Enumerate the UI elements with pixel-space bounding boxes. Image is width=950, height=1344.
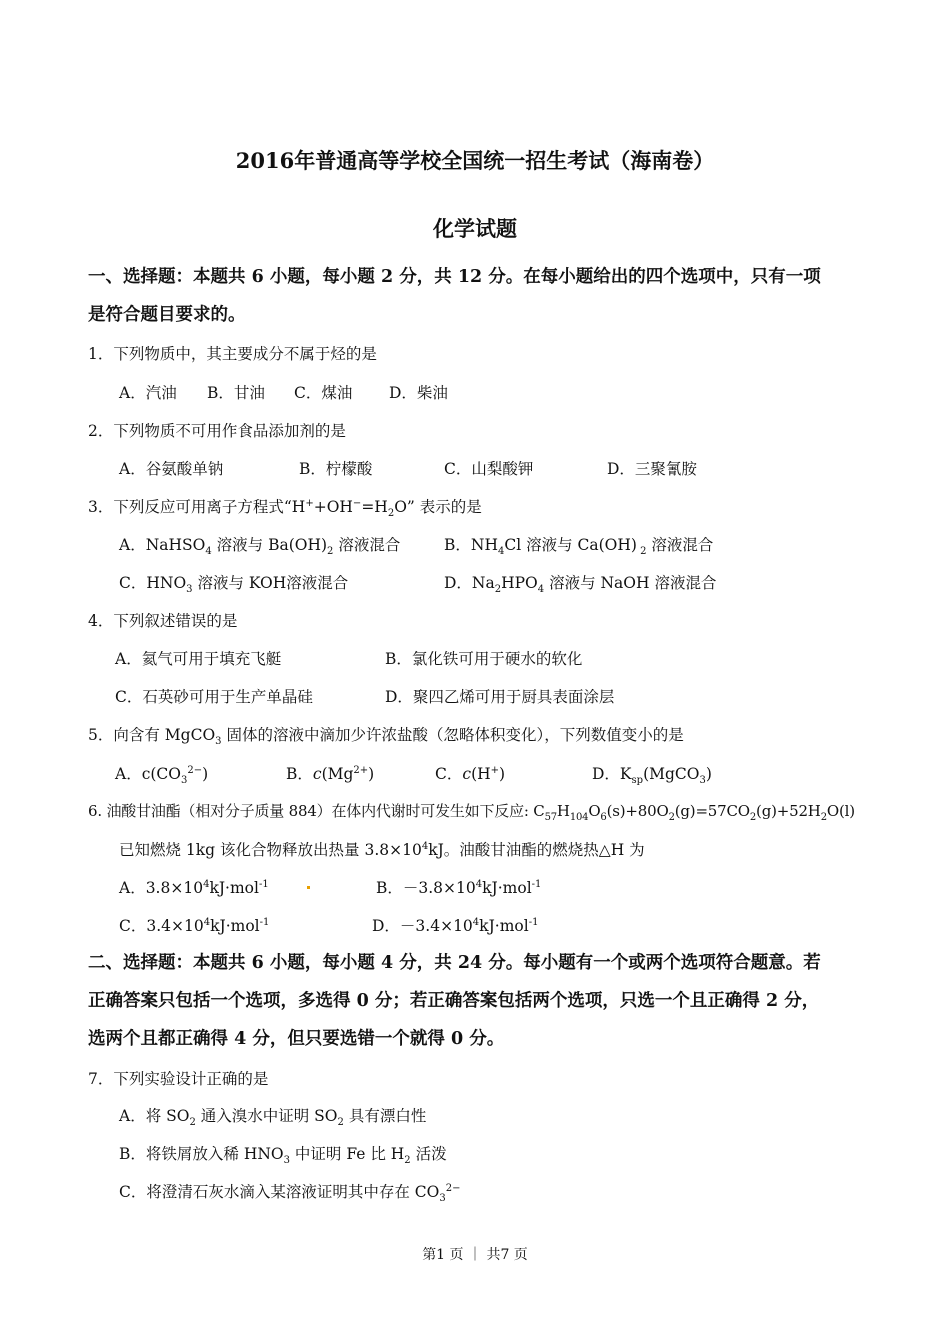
section2-instructions [88,944,878,1058]
q7-option-c: C．将澄清石灰水滴入某溶液证明其中存在 $CO_3^{2-}$ [119,1182,461,1205]
q4-option-b: B．氯化铁可用于硬水的软化 [385,650,583,668]
q6-given: 已知燃烧 1kg 该化合物释放出热量 $3.8\times 10^4kJ$。油酸甘油酯的燃烧热△H 为 [119,840,645,859]
q5-option-d: D．$K_{sp}(MgCO_3)$ [592,765,712,787]
q6-option-d: D．$-3.4\times 10^4kJ\cdot mol^{-1}$ [372,916,539,935]
q5-option-b: B．$c(Mg^{2+})$ [286,764,375,783]
q7-option-a: A．将 $SO_2$ 通入溴水中证明 $SO_2$ 具有漂白性 [119,1107,427,1129]
q1-option-d: D．柴油 [389,384,448,402]
q6-option-b: B．$-3.8\times 10^4kJ\cdot mol^{-1}$ [376,878,542,897]
q3-option-a: A．NaHSO$_4$ 溶液与 $Ba(OH)_2$ 溶液混合 [119,536,401,558]
q7-option-b: B．将铁屑放入稀 $HNO_3$ 中证明 Fe 比 $H_2$ 活泼 [119,1145,447,1167]
q6-option-c: C．$3.4\times 10^4kJ\cdot mol^{-1}$ [119,916,270,935]
section1-line2: 是符合题目要求的。 [88,305,246,325]
q5-option-c: C．c(H+) [435,764,506,783]
q3-stem: 3．下列反应可用离子方程式“$H^++OH^-=H_2O$” 表示的是 [88,497,482,520]
section2-line3: 选两个且都正确得 4 分，但只要选错一个就得 0 分。 [88,1029,505,1049]
q2-stem: 2．下列物质不可用作食品添加剂的是 [88,422,346,440]
q4-option-d: D．聚四乙烯可用于厨具表面涂层 [385,688,615,706]
q1-option-b: B．甘油 [207,384,265,402]
page-footer: 第1 页 ｜ 共7 页 [422,1247,528,1263]
q6-option-a: A．$3.8\times 10^4kJ\cdot mol^{-1}$ [119,878,269,897]
q7-stem: 7．下列实验设计正确的是 [88,1070,269,1088]
q6-stem: 6. 油酸甘油酯（相对分子质量 884）在体内代谢时可发生如下反应: $C_{57}H_{104}O_6(s)+80O_2(g)=57CO_2(g)+52H_2O(l)$ [88,802,855,823]
stray-dot [307,886,310,889]
section1-line1: 一、选择题：本题共 6 小题，每小题 2 分，共 12 分。在每小题给出的四个选项中，只有一项 [88,267,821,287]
q1-stem: 1．下列物质中，其主要成分不属于烃的是 [88,345,377,363]
exam-title: 2016年普通高等学校全国统一招生考试（海南卷） [235,148,715,173]
section2-line2: 正确答案只包括一个选项，多选得 0 分；若正确答案包括两个选项，只选一个且正确得 2 分， [88,991,820,1011]
q5-stem: 5．向含有 MgCO$_3$ 固体的溶液中滴加少许浓盐酸（忽略体积变化），下列数值变小的是 [88,726,684,748]
q4-option-a: A．氦气可用于填充飞艇 [115,650,282,668]
q4-stem: 4．下列叙述错误的是 [88,612,238,630]
q5-option-a: A．$c(CO_3^{2-})$ [115,764,209,787]
q1-option-a: A．汽油 [119,384,177,402]
q3-option-c: C．$HNO_3$ 溶液与 KOH溶液混合 [119,574,349,596]
section2-line1: 二、选择题：本题共 6 小题，每小题 4 分，共 24 分。每小题有一个或两个选项符合题意。若 [88,953,821,973]
q3-option-d: D．$Na_2HPO_4$ 溶液与 NaOH 溶液混合 [444,574,717,596]
exam-subtitle: 化学试题 [433,216,517,241]
section1-instructions [88,258,878,334]
q2-option-c: C．山梨酸钾 [444,460,534,478]
q1-option-c: C．煤油 [294,384,353,402]
q2-option-b: B．柠檬酸 [299,460,373,478]
q2-option-d: D．三聚氰胺 [607,460,697,478]
q3-option-b: B．$NH_4Cl$ 溶液与 Ca(OH) $_2$ 溶液混合 [444,536,714,558]
q2-option-a: A．谷氨酸单钠 [119,460,224,478]
q4-option-c: C．石英砂可用于生产单晶硅 [115,688,313,706]
